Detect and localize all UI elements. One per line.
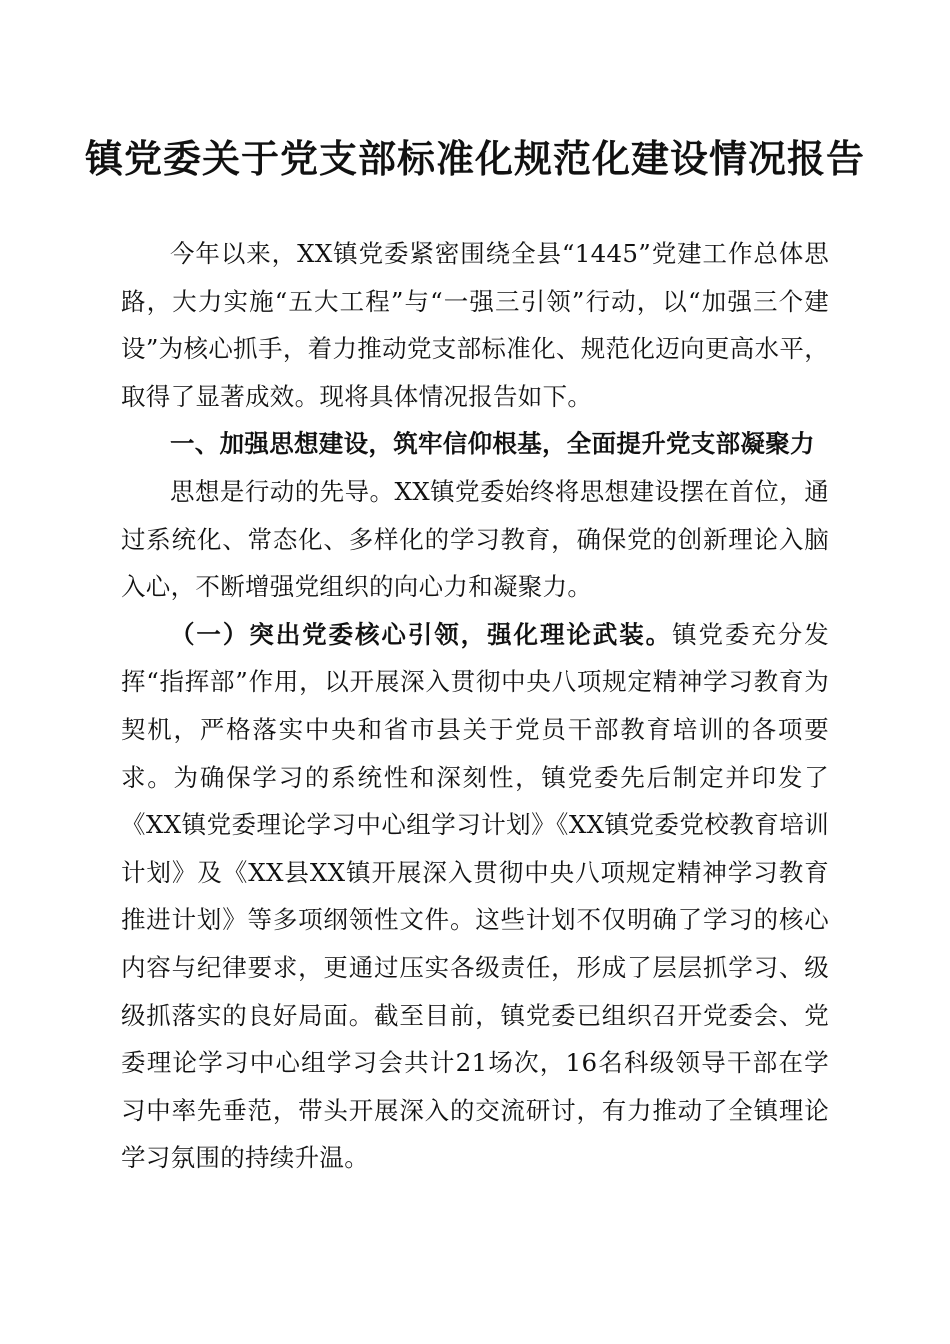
section-heading-1: 一、加强思想建设，筑牢信仰根基，全面提升党支部凝聚力 (170, 429, 815, 459)
intro-paragraph: 今年以来，XX镇党委紧密围绕全县“1445”党建工作总体思路，大力实施“五大工程”与“一强三引领”行动，以“加强三个建设”为核心抓手，着力推动党支部标准化、规范化迈向更高水平，取得了显著成效。现将具体情况报告如下。 (121, 239, 829, 411)
subsection-heading-1: （一）突出党委核心引领，强化理论武装。 (170, 619, 673, 649)
section-paragraph-1: 思想是行动的先导。XX镇党委始终将思想建设摆在首位，通过系统化、常态化、多样化的学习教育，确保党的创新理论入脑入心，不断增强党组织的向心力和凝聚力。 (121, 476, 829, 602)
subsection-paragraph-1 (121, 611, 829, 1182)
document-title: 镇党委关于党支部标准化规范化建设情况报告 (84, 136, 865, 181)
document-body (121, 230, 829, 1182)
subsection-text-1: 镇党委充分发挥“指挥部”作用，以开展深入贯彻中央八项规定精神学习教育为契机，严格落实中央和省市县关于党员干部教育培训的各项要求。为确保学习的系统性和深刻性，镇党委先后制定并印发了《XX镇党委理论学习中心组学习计划》《XX镇党委党校教育培训计划》及《XX县XX镇开展深入贯彻中央八项规定精神学习教育推进计划》等多项纲领性文件。这些计划不仅明确了学习的核心内容与纪律要求，更通过压实各级责任，形成了层层抓学习、级级抓落实的良好局面。截至目前，镇党委已组织召开党委会、党委理论学习中心组学习会共计21场次，16名科级领导干部在学习中率先垂范，带头开展深入的交流研讨，有力推动了全镇理论学习氛围的持续升温。 (121, 619, 829, 1173)
